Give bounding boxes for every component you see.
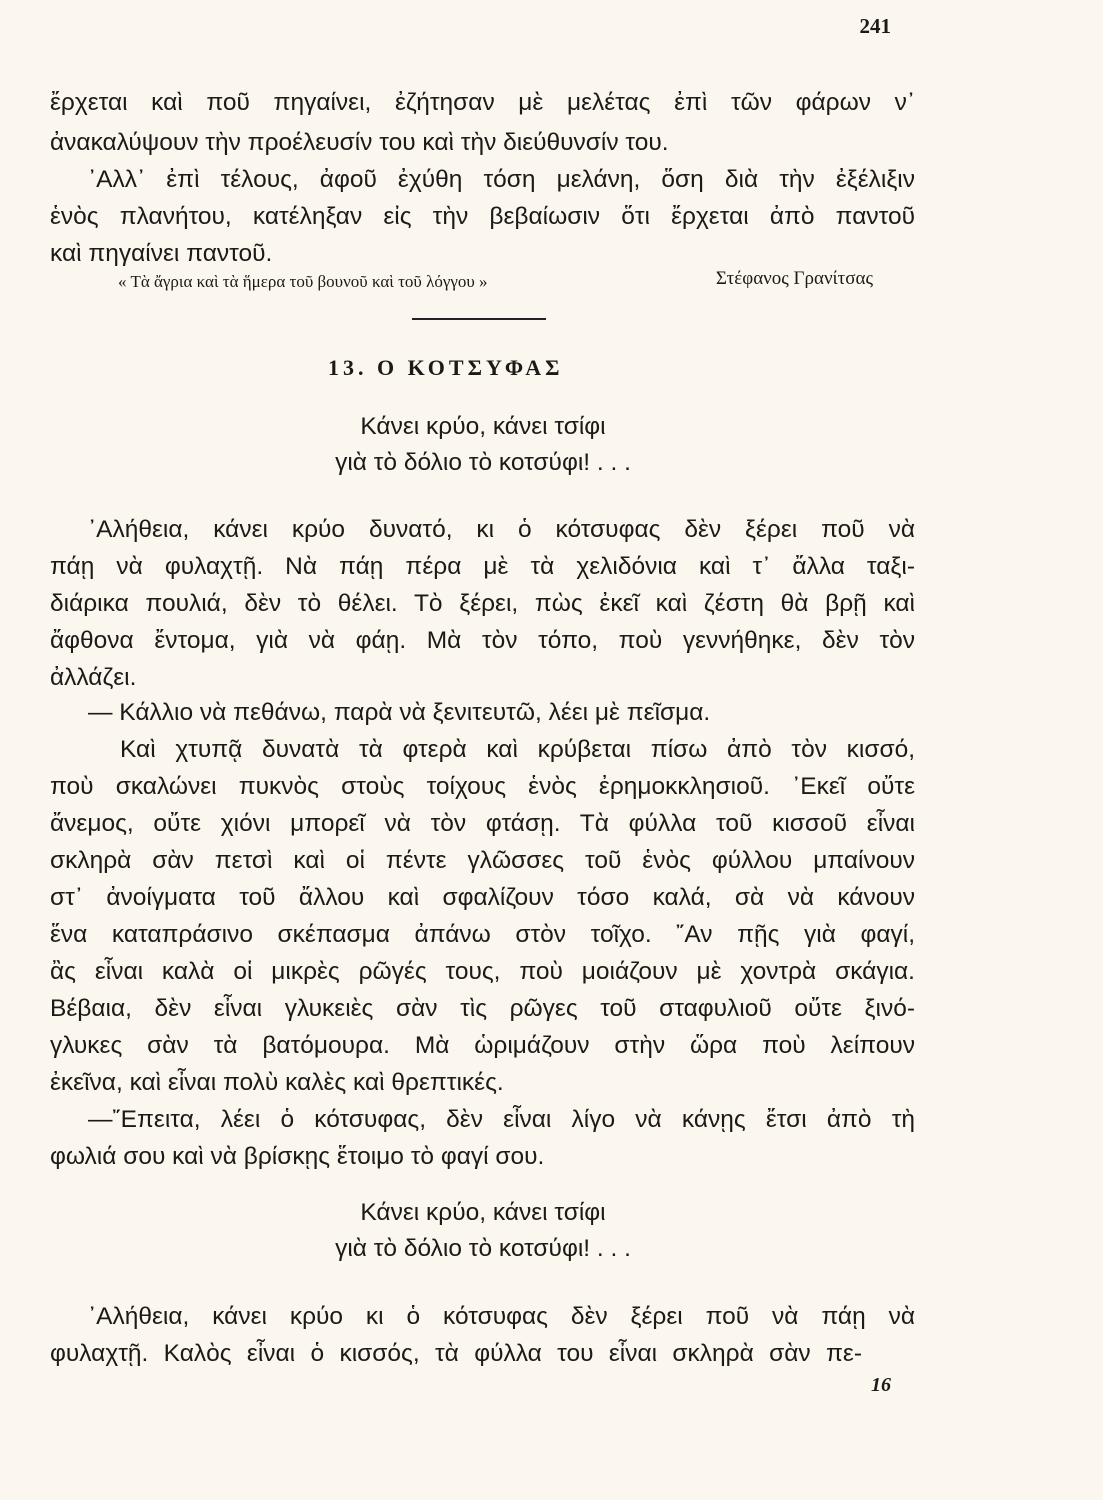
text-line: ἑνὸς πλανήτου, κατέληξαν εἰς τὴν βεβαίωσιν ὅτι ἔρχεται ἀπὸ παντοῦ	[50, 203, 915, 230]
text-line: ποὺ σκαλώνει πυκνὸς στοὺς τοίχους ἑνὸς ἐρημοκκλησιοῦ. ᾽Εκεῖ οὔτε	[50, 773, 915, 800]
text-line: φυλαχτῇ. Καλὸς εἶναι ὁ κισσός, τὰ φύλλα του εἶναι σκληρὰ σὰν πε-	[50, 1340, 862, 1367]
text-line: καὶ πηγαίνει παντοῦ.	[50, 240, 273, 267]
text-line: στ᾽ ἀνοίγματα τοῦ ἄλλου καὶ σφαλίζουν τόσο καλά, σὰ νὰ κάνουν	[50, 884, 915, 911]
refrain-line: Κάνει κρύο, κάνει τσίφι	[360, 1199, 606, 1226]
text-line: ἄφθονα ἔντομα, γιὰ νὰ φάῃ. Μὰ τὸν τόπο, ποὺ γεννήθηκε, δὲν τὸν	[50, 627, 915, 654]
text-line: σκληρὰ σὰν πετσὶ καὶ οἱ πέντε γλῶσσες τοῦ ἑνὸς φύλλου μπαίνουν	[50, 847, 915, 874]
text-line: — Κάλλιο νὰ πεθάνω, παρὰ νὰ ξενιτευτῶ, λέει μὲ πεῖσμα.	[88, 699, 711, 726]
signature-mark: 16	[871, 1374, 891, 1396]
section-divider	[412, 318, 546, 320]
text-line: ἀνακαλύψουν τὴν προέλευσίν του καὶ τὴν διεύθυνσίν του.	[50, 129, 669, 156]
text-line: ᾽Αλλ᾽ ἐπὶ τέλους, ἀφοῦ ἐχύθη τόση μελάνη, ὅση διὰ τὴν ἐξέλιξιν	[88, 166, 915, 193]
text-line: ἐκεῖνα, καὶ εἶναι πολὺ καλὲς καὶ θρεπτικές.	[50, 1069, 504, 1096]
text-line: Βέβαια, δὲν εἶναι γλυκειὲς σὰν τὶς ρῶγες τοῦ σταφυλιοῦ οὔτε ξινό-	[50, 995, 915, 1022]
section-title: 13. Ο ΚΟΤΣΥΦΑΣ	[328, 355, 564, 380]
text-line: διάρικα πουλιά, δὲν τὸ θέλει. Τὸ ξέρει, πὼς ἐκεῖ καὶ ζέστη θὰ βρῇ καὶ	[50, 590, 915, 617]
author-name: Στέφανος Γρανίτσας	[715, 268, 873, 289]
text-line: φωλιά σου καὶ νὰ βρίσκῃς ἕτοιμο τὸ φαγί σου.	[50, 1143, 545, 1170]
text-line: Καὶ χτυπᾷ δυνατὰ τὰ φτερὰ καὶ κρύβεται πίσω ἀπὸ τὸν κισσό,	[120, 736, 915, 763]
text-line: ᾽Αλήθεια, κάνει κρύο κι ὁ κότσυφας δὲν ξέρει ποῦ νὰ πάῃ νὰ	[88, 1303, 915, 1330]
text-line: ἀλλάζει.	[50, 664, 137, 691]
text-line: ἕνα καταπράσινο σκέπασμα ἀπάνω στὸν τοῖχο. ῎Αν πῇς γιὰ φαγί,	[50, 921, 915, 948]
text-line: ἄνεμος, οὔτε χιόνι μπορεῖ νὰ τὸν φτάσῃ. Τὰ φύλλα τοῦ κισσοῦ εἶναι	[50, 810, 915, 837]
source-citation: « Τὰ ἄγρια καὶ τὰ ἥμερα τοῦ βουνοῦ καὶ τοῦ λόγγου »	[118, 272, 488, 291]
page-number: 241	[859, 14, 891, 38]
refrain-line: γιὰ τὸ δόλιο τὸ κοτσύφι! . . .	[335, 1235, 631, 1262]
text-line: —῎Επειτα, λέει ὁ κότσυφας, δὲν εἶναι λίγο νὰ κάνῃς ἔτσι ἀπὸ τὴ	[88, 1106, 915, 1133]
text-line: ἂς εἶναι καλὰ οἱ μικρὲς ρῶγές τους, ποὺ μοιάζουν μὲ χοντρὰ σκάγια.	[50, 958, 915, 985]
text-line: πάῃ νὰ φυλαχτῇ. Νὰ πάῃ πέρα μὲ τὰ χελιδόνια καὶ τ᾽ ἄλλα ταξι-	[50, 553, 915, 580]
refrain-line: γιὰ τὸ δόλιο τὸ κοτσύφι! . . .	[335, 449, 631, 476]
text-line: γλυκες σὰν τὰ βατόμουρα. Μὰ ὡριμάζουν στὴν ὥρα ποὺ λείπουν	[50, 1032, 915, 1059]
refrain-line: Κάνει κρύο, κάνει τσίφι	[360, 413, 606, 440]
text-line: ᾽Αλήθεια, κάνει κρύο δυνατό, κι ὁ κότσυφας δὲν ξέρει ποῦ νὰ	[88, 516, 915, 543]
text-line: ἔρχεται καὶ ποῦ πηγαίνει, ἐζήτησαν μὲ μελέτας ἐπὶ τῶν φάρων ν᾽	[50, 89, 915, 116]
